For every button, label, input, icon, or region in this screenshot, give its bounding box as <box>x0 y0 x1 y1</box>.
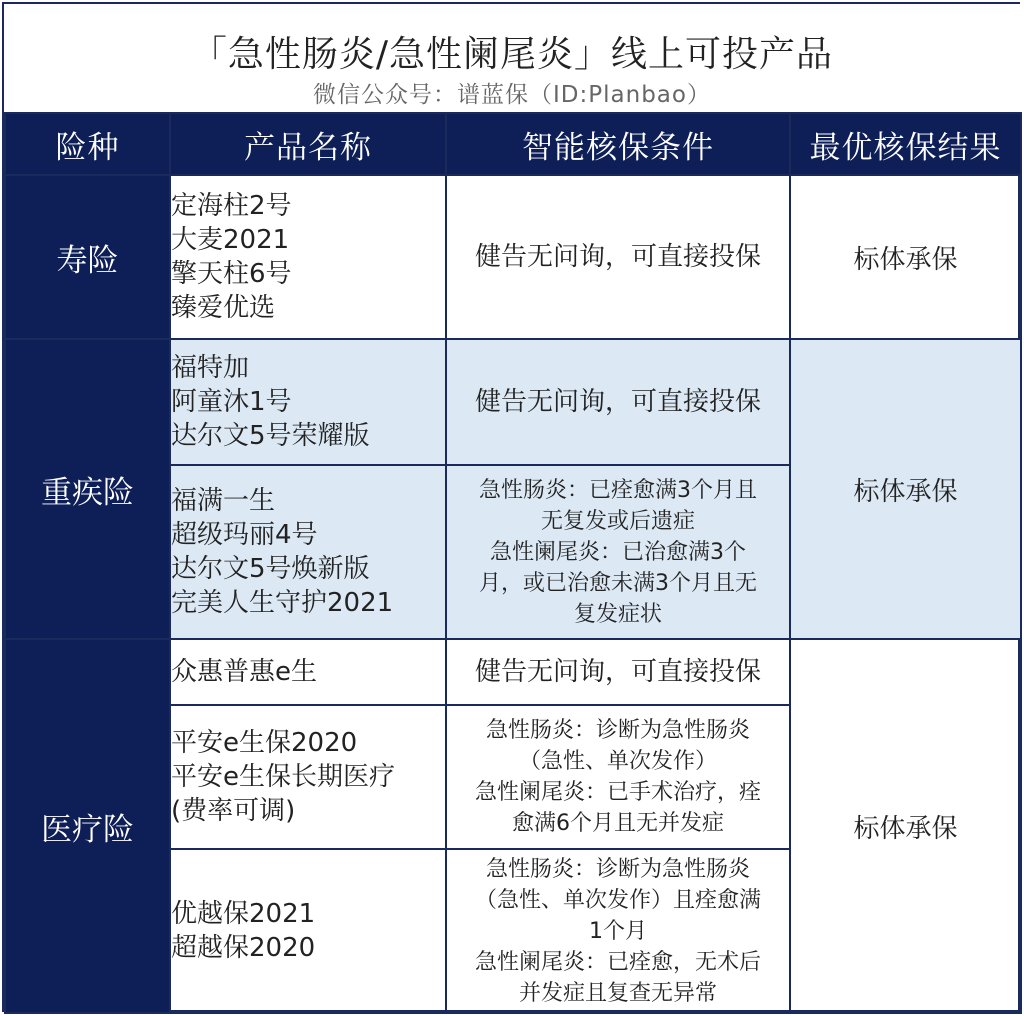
condition-line: 健告无问询，可直接投保 <box>474 242 761 272</box>
col-header-condition: 智能核保条件 <box>446 113 790 175</box>
product-name: 大麦2021 <box>171 225 290 255</box>
product-name: (费率可调) <box>171 796 296 826</box>
product-name: 众惠普惠e生 <box>171 657 317 687</box>
product-name: 平安e生保2020 <box>171 728 358 758</box>
condition-line: 急性肠炎：诊断为急性肠炎 <box>485 856 750 882</box>
products-cell <box>170 639 446 705</box>
product-name: 福特加 <box>171 353 250 383</box>
product-name: 优越保2021 <box>171 899 316 929</box>
result-cell-medical: 标体承保 <box>790 639 1021 1013</box>
condition-line: 健告无问询，可直接投保 <box>474 657 761 687</box>
condition-cell <box>446 465 790 639</box>
condition-cell <box>446 639 790 705</box>
product-name: 福满一生 <box>171 486 276 516</box>
product-name: 完美人生守护2021 <box>171 588 394 618</box>
condition-cell <box>446 705 790 849</box>
table-row <box>5 339 1021 465</box>
products-cell <box>170 465 446 639</box>
type-cell-critical: 重疾险 <box>5 339 170 639</box>
condition-line: 急性阑尾炎：已手术治疗，痊 <box>474 780 761 805</box>
condition-line: 并发症且复查无异常 <box>518 980 717 1006</box>
col-header-result: 最优核保结果 <box>790 113 1021 175</box>
condition-line: 1个月 <box>589 918 647 944</box>
page-title: 「急性肠炎/急性阑尾炎」线上可投产品 <box>190 34 834 75</box>
table-header-row <box>5 113 1021 175</box>
page-subtitle: 微信公众号：谱蓝保（ID:Planbao） <box>313 82 711 108</box>
condition-line: 急性肠炎：诊断为急性肠炎 <box>485 718 750 743</box>
condition-line: （急性、单次发作） <box>518 749 717 774</box>
type-cell-medical: 医疗险 <box>5 639 170 1013</box>
condition-line: 健告无问询，可直接投保 <box>474 387 761 417</box>
condition-line: 急性阑尾炎：已治愈满3个 <box>490 539 746 565</box>
type-cell-life: 寿险 <box>5 175 170 339</box>
condition-line: 急性阑尾炎：已痊愈，无术后 <box>474 949 761 975</box>
result-cell-life: 标体承保 <box>790 175 1021 339</box>
condition-cell <box>446 175 790 339</box>
underwriting-table <box>4 112 1022 1014</box>
products-cell <box>170 849 446 1013</box>
title-block <box>4 4 1020 112</box>
product-name: 擎天柱6号 <box>171 259 292 289</box>
products-cell <box>170 705 446 849</box>
condition-cell <box>446 339 790 465</box>
condition-cell <box>446 849 790 1013</box>
product-name: 达尔文5号荣耀版 <box>171 421 370 451</box>
col-header-type: 险种 <box>5 113 170 175</box>
product-name: 臻爱优选 <box>171 293 276 323</box>
condition-line: 月，或已治愈未满3个月且无 <box>479 570 757 596</box>
product-name: 定海柱2号 <box>171 191 292 221</box>
condition-line: （急性、单次发作）且痊愈满 <box>474 887 761 913</box>
condition-line: 无复发或后遗症 <box>540 508 695 534</box>
product-name: 平安e生保长期医疗 <box>171 762 395 792</box>
product-name: 超越保2020 <box>171 933 316 963</box>
table-row <box>5 639 1021 705</box>
condition-line: 复发症状 <box>573 601 662 627</box>
products-cell <box>170 175 446 339</box>
condition-line: 愈满6个月且无并发症 <box>512 811 724 836</box>
table-row <box>5 175 1021 339</box>
product-name: 达尔文5号焕新版 <box>171 554 370 584</box>
condition-line: 急性肠炎：已痊愈满3个月且 <box>479 477 757 503</box>
result-cell-critical: 标体承保 <box>790 339 1021 639</box>
col-header-products: 产品名称 <box>170 113 446 175</box>
products-cell <box>170 339 446 465</box>
product-name: 阿童沐1号 <box>171 387 292 417</box>
product-name: 超级玛丽4号 <box>171 520 318 550</box>
